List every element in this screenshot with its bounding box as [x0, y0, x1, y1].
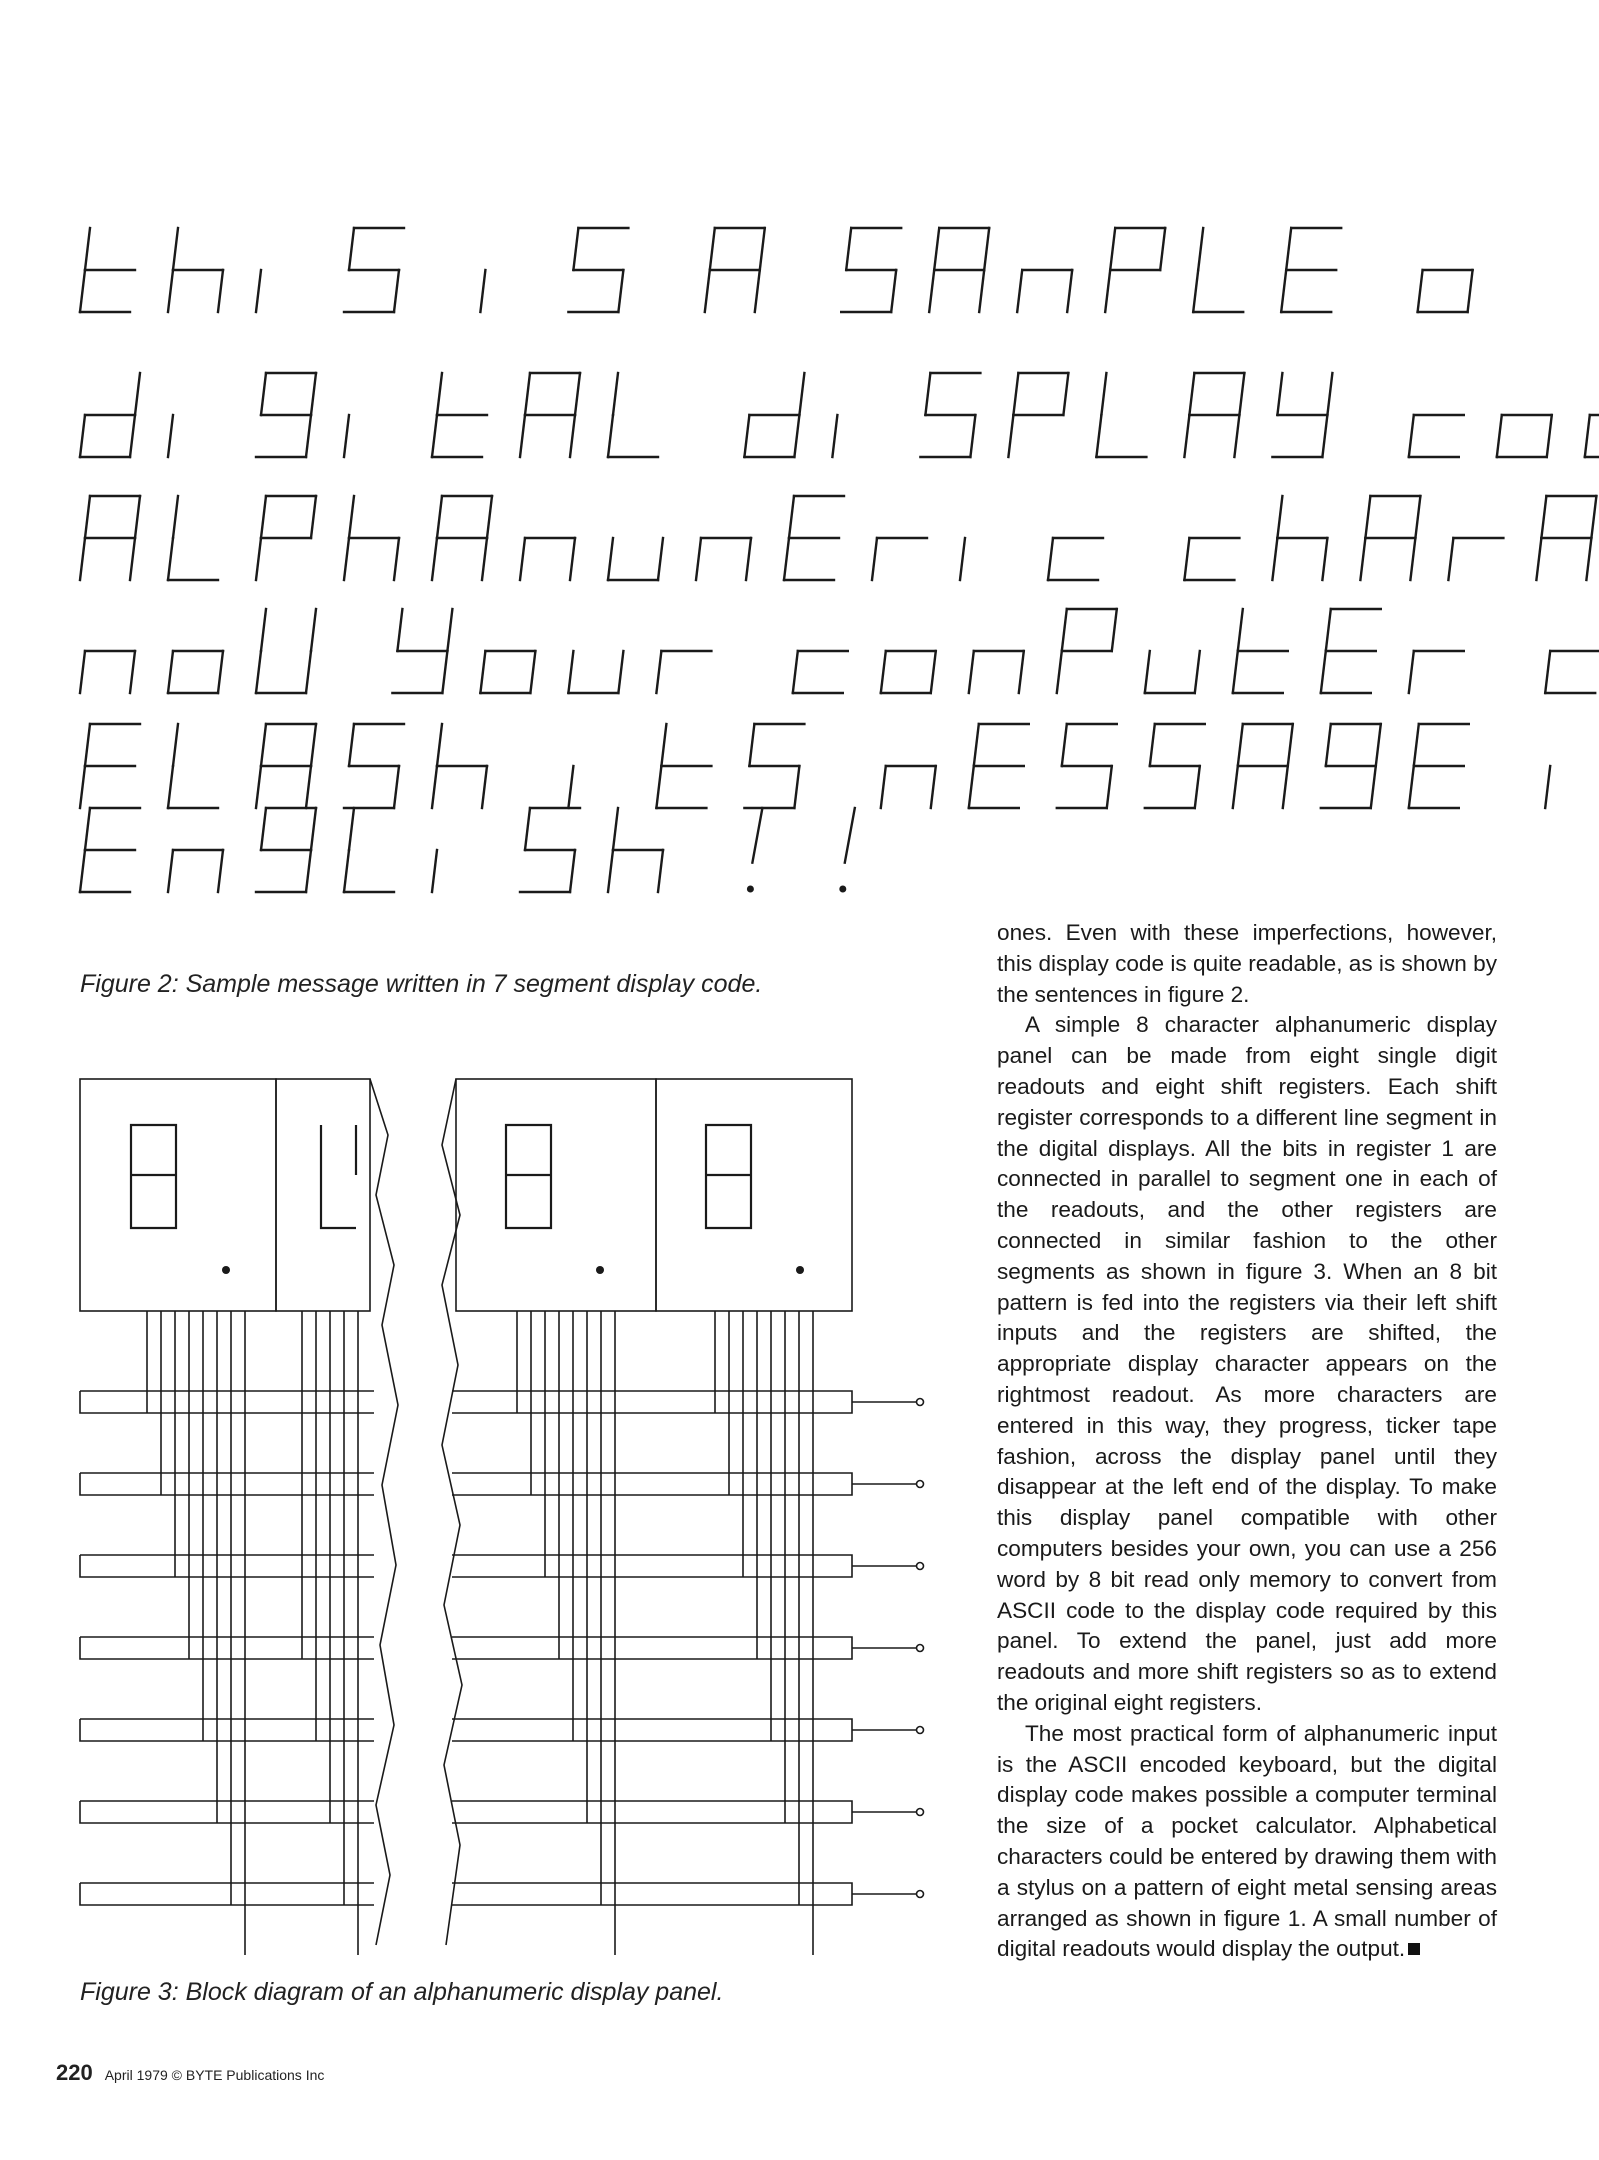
shift-register-2: [80, 1473, 852, 1495]
figure-3-caption: Figure 3: Block diagram of an alphanumeric display panel.: [80, 1978, 724, 2006]
paragraph-3-text: The most practical form of alphanumeric input is the ASCII encoded keyboard, but the digital display code makes possible a computer terminal the size of a pocket calculator. Alphabetical characters could be entered by drawing them with a stylus on a pattern of eight metal sensing areas arranged as shown in figure 1. A small number of digital readouts would display the output.: [997, 1720, 1497, 1962]
end-of-article-mark: [1408, 1943, 1420, 1955]
shift-registers: [80, 1391, 924, 1955]
footer-credit: April 1979 © BYTE Publications Inc: [104, 2067, 325, 2083]
register-output-terminal: [917, 1645, 924, 1652]
register-output-terminal: [917, 1809, 924, 1816]
paragraph-1: ones. Even with these imperfections, however, this display code is quite readable, as is shown by the sentences in figure 2.: [997, 920, 1497, 1007]
paragraph-2: A simple 8 character alphanumeric display panel can be made from eight single digit readouts and eight shift registers. Each shift register corresponds to a different line segment in the digital displays. All the bits in register 1 are connected in parallel to segment one in each of the readouts, and the other registers are connected in similar fashion to the other segments as shown in figure 3. When an 8 bit pattern is fed into the registers via their left shift inputs and the registers are shifted, the appropriate display character appears on the rightmost readout. As more characters are entered in this way, they progress, ticker tape fashion, across the display panel until they disappear at the left end of the display. To make this display panel compatible with other computers besides your own, you can use a 256 word by 8 bit read only memory to convert from ASCII code to the display code required by this panel. To extend the panel, just add more readouts and more shift registers so as to extend the original eight registers.: [997, 1012, 1497, 1715]
shift-register-7: [80, 1883, 852, 1905]
digit-readout-4: [706, 1125, 751, 1228]
readout-box-3: [456, 1079, 656, 1311]
figure-2-caption: Figure 2: Sample message written in 7 segment display code.: [80, 970, 763, 998]
readout-box-4: [656, 1079, 852, 1311]
register-output-terminal: [917, 1563, 924, 1570]
break-line: [370, 1079, 398, 1945]
block-diagram: [76, 1075, 956, 1955]
digit-readout-3: [506, 1125, 551, 1228]
register-output-terminal: [917, 1891, 924, 1898]
readout-box-2: [276, 1079, 370, 1311]
banner-row-6: [80, 808, 855, 893]
digit-readout-2: [321, 1125, 356, 1228]
seven-segment-message: [0, 0, 1599, 960]
shift-register-3: [80, 1555, 852, 1577]
shift-register-4: [80, 1637, 852, 1659]
break-line: [442, 1079, 462, 1945]
segment-wires: [147, 1311, 813, 1955]
page-footer: [56, 2060, 324, 2086]
banner-row-2: [80, 373, 1599, 457]
article-text: [997, 918, 1497, 1965]
page-number: 220: [56, 2060, 93, 2085]
banner-row-5: [80, 724, 1599, 808]
shift-register-5: [80, 1719, 852, 1741]
readout-box-1: [80, 1079, 276, 1311]
shift-register-1: [80, 1391, 852, 1413]
shift-register-6: [80, 1801, 852, 1823]
register-output-terminal: [917, 1481, 924, 1488]
digit-readout-1: [131, 1125, 176, 1228]
banner-row-1: [80, 228, 1599, 312]
paragraph-3: [997, 1719, 1497, 1965]
register-output-terminal: [917, 1399, 924, 1406]
banner-row-4: [80, 609, 1599, 693]
register-output-terminal: [917, 1727, 924, 1734]
banner-row-3: [80, 496, 1599, 581]
